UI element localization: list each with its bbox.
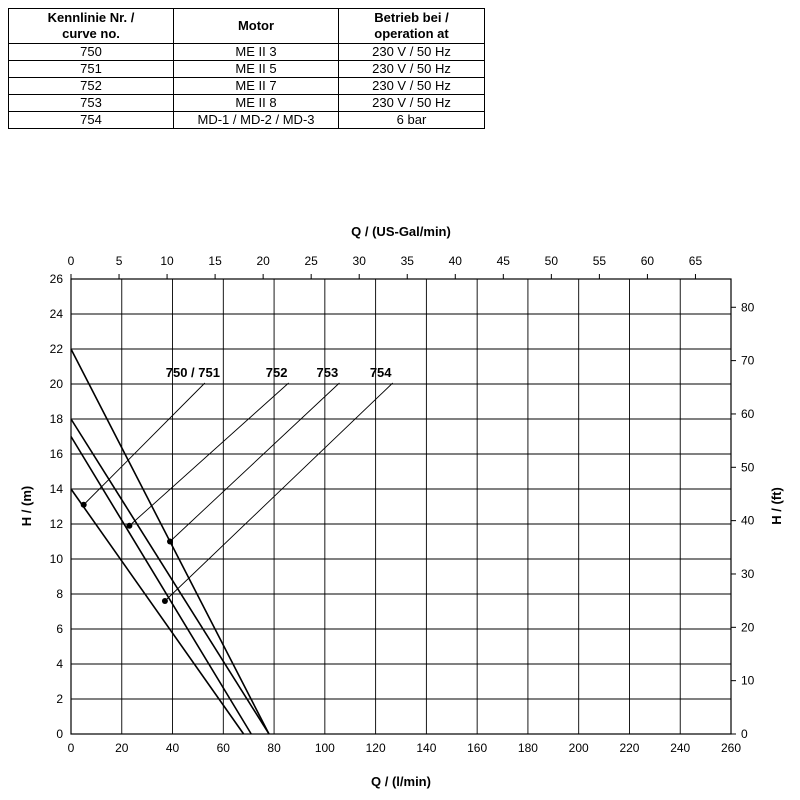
table-cell: 230 V / 50 Hz — [339, 61, 485, 78]
table-cell: ME II 5 — [174, 61, 339, 78]
x2-tick-label: 0 — [67, 254, 75, 268]
table-cell: 230 V / 50 Hz — [339, 44, 485, 61]
x-tick-label: 20 — [115, 741, 129, 755]
y-tick-label: 26 — [49, 272, 63, 286]
curve-line-750-751 — [71, 489, 244, 734]
plot-frame — [71, 279, 731, 734]
header-motor-line1: Motor — [237, 18, 275, 33]
y2-tick-label: 80 — [741, 300, 755, 315]
table-cell: ME II 8 — [174, 95, 339, 112]
x-axis-title: Q / (l/min) — [371, 774, 431, 789]
curve-label-753: 753 — [316, 365, 339, 380]
curve-line-754 — [71, 419, 269, 734]
curve-label-752: 752 — [265, 365, 288, 380]
table-cell: 230 V / 50 Hz — [339, 78, 485, 95]
header-curve-no-line1: Kennlinie Nr. / — [47, 10, 135, 25]
curve-line-752 — [71, 437, 251, 735]
curve-marker-750-751 — [81, 502, 87, 508]
x-tick-label: 120 — [365, 741, 386, 755]
x2-tick-label: 20 — [256, 254, 270, 268]
y2-tick-label: 0 — [741, 727, 748, 741]
x-tick-label: 180 — [517, 741, 538, 755]
y2-tick-label: 70 — [741, 353, 755, 368]
x2-tick-label: 55 — [592, 254, 607, 268]
leader-line-750-751 — [84, 383, 205, 505]
x2-tick-label: 15 — [208, 254, 222, 268]
y-tick-label: 8 — [56, 587, 63, 601]
x-tick-label: 40 — [165, 741, 180, 755]
x-tick-label: 220 — [619, 741, 640, 755]
x2-tick-label: 30 — [352, 254, 366, 268]
y-tick-label: 4 — [56, 657, 63, 671]
x2-tick-label: 45 — [496, 254, 510, 268]
chart-ticks — [50, 254, 755, 755]
x-tick-label: 100 — [314, 741, 335, 755]
table-cell: 230 V / 50 Hz — [339, 95, 485, 112]
x2-tick-label: 60 — [640, 254, 655, 268]
table-cell: 753 — [9, 95, 174, 112]
x2-tick-label: 50 — [544, 254, 559, 268]
table-cell: 752 — [9, 78, 174, 95]
table-cell: 6 bar — [339, 112, 485, 129]
y-tick-label: 0 — [56, 727, 63, 741]
table-cell: 754 — [9, 112, 174, 129]
y2-tick-label: 50 — [741, 460, 755, 475]
curve-marker-754 — [162, 598, 168, 604]
chart-grid — [71, 279, 731, 734]
x2-tick-label: 65 — [688, 254, 703, 268]
y-tick-label: 10 — [49, 552, 63, 566]
x-tick-label: 200 — [568, 741, 589, 755]
curve-marker-752 — [126, 523, 132, 529]
x-tick-label: 140 — [416, 741, 437, 755]
curve-marker-753 — [167, 539, 173, 545]
y-tick-label: 20 — [49, 377, 63, 391]
y-tick-label: 22 — [49, 342, 63, 356]
y-tick-label: 12 — [49, 517, 63, 531]
y-axis-title: H / (m) — [19, 485, 34, 527]
y2-tick-label: 40 — [741, 513, 755, 528]
y2-tick-label: 20 — [741, 620, 755, 635]
y-tick-label: 18 — [49, 412, 63, 426]
y2-axis-title: H / (ft) — [769, 487, 784, 525]
table-cell: MD-1 / MD-2 / MD-3 — [174, 112, 339, 129]
y-tick-label: 14 — [49, 482, 63, 496]
y2-tick-label: 30 — [741, 566, 755, 581]
y-tick-label: 6 — [56, 622, 63, 636]
y-tick-label: 2 — [56, 692, 63, 706]
leader-line-753 — [170, 383, 339, 542]
x2-tick-label: 25 — [304, 254, 318, 268]
y-tick-label: 24 — [49, 307, 63, 321]
x2-tick-label: 5 — [115, 254, 123, 268]
y2-tick-label: 10 — [741, 673, 755, 688]
x-tick-label: 240 — [670, 741, 691, 755]
curve-label-754: 754 — [369, 365, 392, 380]
leader-line-754 — [165, 383, 393, 601]
x2-tick-label: 10 — [160, 254, 174, 268]
x-tick-label: 80 — [267, 741, 281, 755]
table-cell: 751 — [9, 61, 174, 78]
table-cell: ME II 3 — [174, 44, 339, 61]
header-operation-line2: operation at — [374, 26, 449, 41]
x-tick-label: 160 — [467, 741, 488, 755]
x-tick-label: 260 — [720, 741, 742, 755]
curve-label-750-751: 750 / 751 — [165, 365, 220, 380]
header-operation-line1: Betrieb bei / — [374, 10, 449, 25]
x-tick-label: 60 — [216, 741, 230, 755]
x2-axis-title: Q / (US-Gal/min) — [351, 224, 451, 239]
y2-tick-label: 60 — [741, 406, 755, 421]
header-curve-no-line2: curve no. — [62, 26, 120, 41]
chart-curves — [71, 349, 393, 734]
x-tick-label: 0 — [67, 741, 75, 755]
x2-tick-label: 40 — [448, 254, 462, 268]
table-cell: 750 — [9, 44, 174, 61]
y-tick-label: 16 — [49, 447, 63, 461]
x2-tick-label: 35 — [400, 254, 414, 268]
table-cell: ME II 7 — [174, 78, 339, 95]
